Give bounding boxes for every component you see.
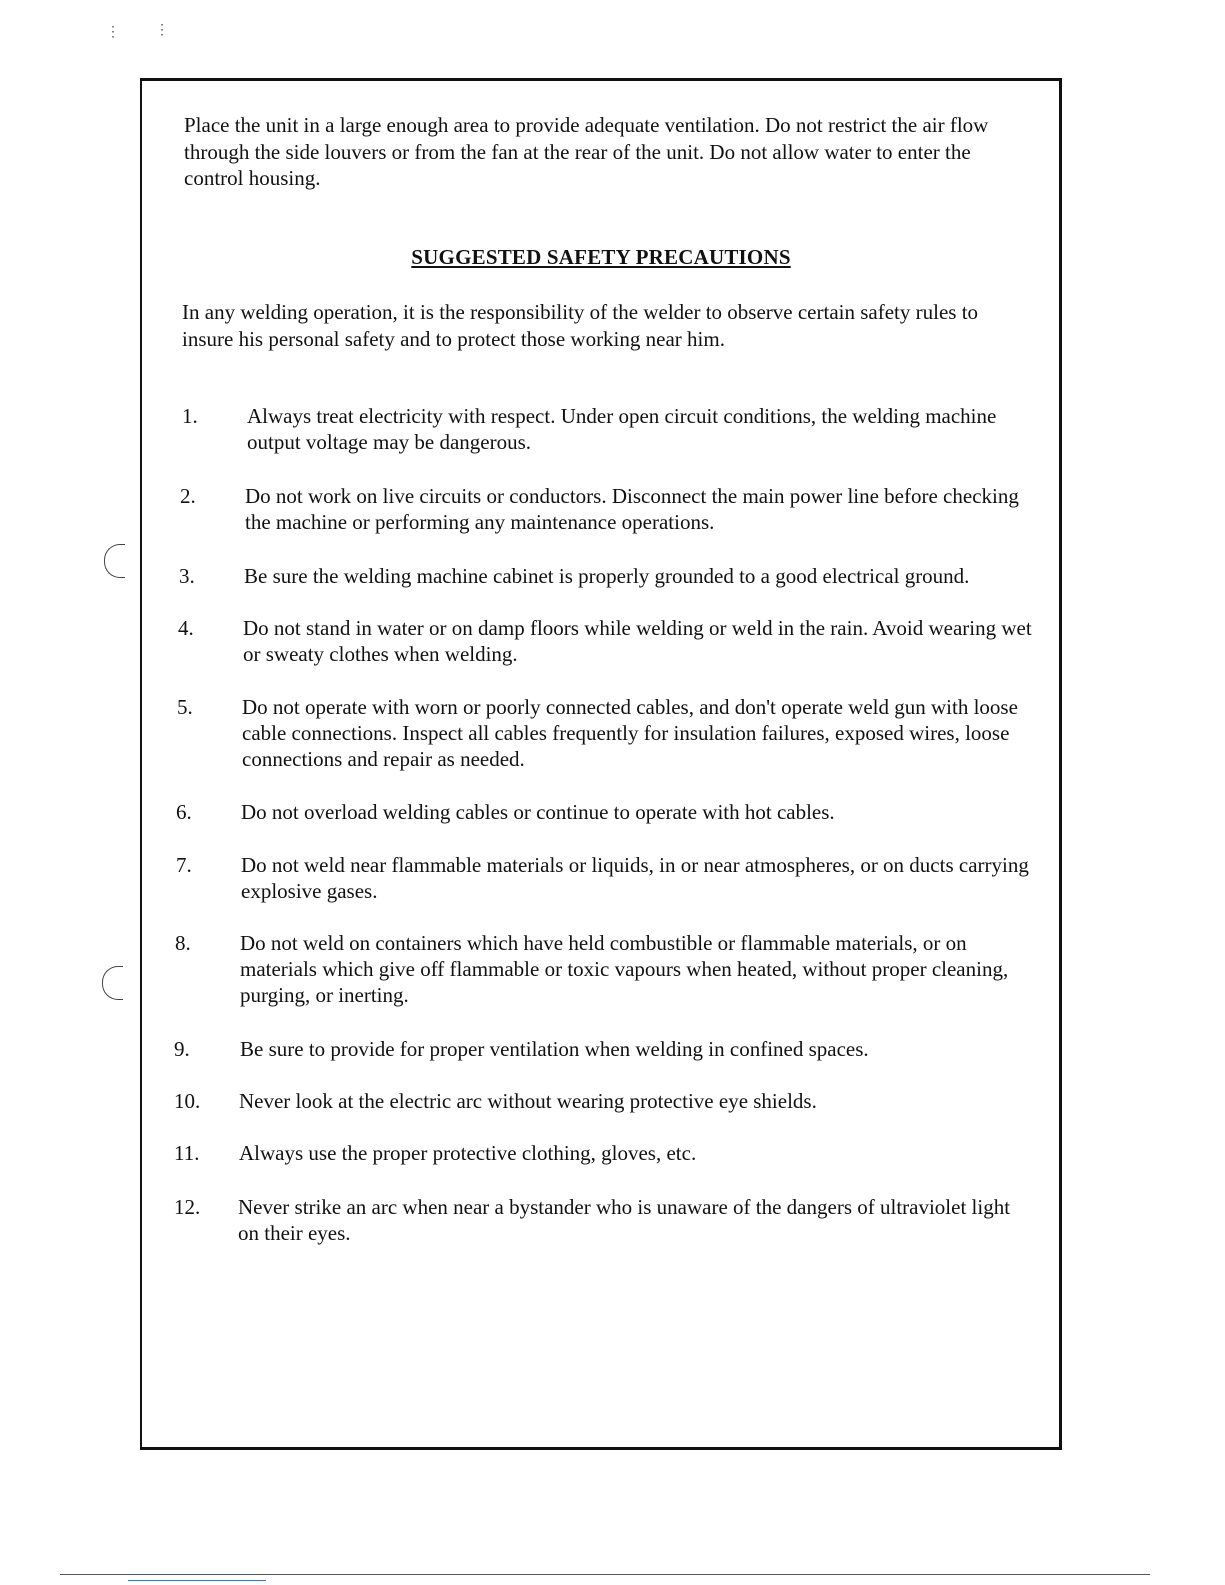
scan-mark: ⋮ — [106, 25, 120, 40]
item-number: 6. — [176, 800, 192, 824]
item-text: Never strike an arc when near a bystander who is unaware of the dangers of ultraviolet light on their eyes. — [238, 1195, 1011, 1245]
item-text: Do not work on live circuits or conductors. Disconnect the main power line before checking the machine or performing any maintenance operations. — [245, 484, 1019, 534]
item-number: 7. — [176, 853, 192, 877]
item-text: Do not stand in water or on damp floors while welding or weld in the rain. Avoid wearing wet or sweaty clothes when welding. — [243, 616, 1032, 666]
binder-hole-mark — [102, 966, 123, 1000]
scan-mark: ⋮ — [155, 23, 169, 38]
item-number: 10. — [174, 1089, 201, 1113]
item-number: 9. — [174, 1037, 190, 1061]
item-text: Be sure the welding machine cabinet is properly grounded to a good electrical ground. — [244, 564, 970, 588]
item-number: 5. — [177, 695, 193, 719]
item-text: Be sure to provide for proper ventilation when welding in confined spaces. — [240, 1037, 869, 1061]
item-number: 11. — [174, 1141, 200, 1165]
item-text: Do not weld near flammable materials or liquids, in or near atmospheres, or on ducts carrying explosive gases. — [241, 853, 1029, 903]
page-bottom-accent — [128, 1580, 266, 1581]
item-number: 2. — [180, 484, 196, 508]
item-number: 8. — [175, 931, 191, 955]
page-bottom-rule — [60, 1574, 1150, 1575]
item-text: Always treat electricity with respect. Under open circuit conditions, the welding machine output voltage may be dangerous. — [247, 404, 997, 454]
item-text: Do not operate with worn or poorly connected cables, and don't operate weld gun with loose cable connections. Inspect all cables frequently for insulation failures, exposed wires, loose connections and repair as needed. — [242, 695, 1018, 771]
item-text: Do not overload welding cables or continue to operate with hot cables. — [241, 800, 835, 824]
item-number: 3. — [179, 564, 195, 588]
intro-paragraph: Place the unit in a large enough area to provide adequate ventilation. Do not restrict the air flow through the side louvers or from the fan at the rear of the unit. Do not allow water to enter the control housing. — [184, 113, 989, 190]
binder-hole-mark — [104, 544, 125, 578]
item-number: 12. — [174, 1195, 201, 1219]
item-text: Always use the proper protective clothing, gloves, etc. — [239, 1141, 697, 1165]
item-text: Do not weld on containers which have held combustible or flammable materials, or on materials which give off flammable or toxic vapours when heated, without proper cleaning, purging, or inerting. — [240, 931, 1009, 1007]
responsibility-paragraph: In any welding operation, it is the responsibility of the welder to observe certain safety rules to insure his personal safety and to protect those working near him. — [182, 300, 979, 351]
item-number: 4. — [178, 616, 194, 640]
item-number: 1. — [182, 404, 198, 428]
section-heading: SUGGESTED SAFETY PRECAUTIONS — [411, 245, 791, 269]
item-text: Never look at the electric arc without wearing protective eye shields. — [239, 1089, 817, 1113]
